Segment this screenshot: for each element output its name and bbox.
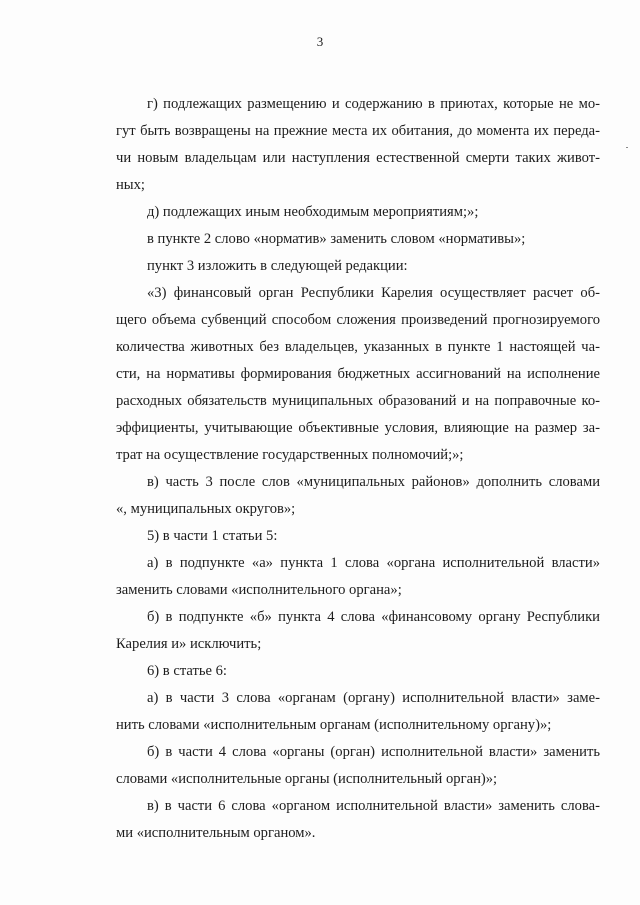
text-line: щего объема субвенций способом сложения произведений прогнозируемого (116, 312, 600, 328)
text-line: в) часть 3 после слов «муниципальных районов» дополнить словами (147, 474, 600, 490)
text-line: б) в части 4 слова «органы (орган) исполнительной власти» заменить (147, 744, 600, 760)
text-line: словами «исполнительные органы (исполнительный орган)»; (116, 771, 498, 787)
text-line: в пункте 2 слово «норматив» заменить словом «нормативы»; (147, 231, 526, 247)
page-number: 3 (316, 34, 324, 49)
text-line: а) в части 3 слова «органам (органу) исполнительной власти» заме- (147, 690, 600, 706)
text-line: ми «исполнительным органом». (116, 825, 316, 841)
text-line: гут быть возвращены на прежние места их обитания, до момента их переда- (116, 123, 600, 139)
text-line: в) в части 6 слова «органом исполнительной власти» заменить слова- (147, 798, 600, 814)
document-body (116, 91, 600, 847)
text-line: расходных обязательств муниципальных образований и на поправочные ко- (116, 393, 600, 409)
text-line: количества животных без владельцев, указанных в пункте 1 настоящей ча- (116, 339, 600, 355)
scan-mark (626, 147, 628, 148)
text-line: 5) в части 1 статьи 5: (147, 528, 278, 544)
text-line: ных; (116, 177, 145, 193)
text-line: заменить словами «исполнительного органа»; (116, 582, 402, 598)
text-line: «3) финансовый орган Республики Карелия осуществляет расчет об- (147, 285, 600, 301)
text-line: «, муниципальных округов»; (116, 501, 296, 517)
text-line: пункт 3 изложить в следующей редакции: (147, 258, 408, 274)
text-line: г) подлежащих размещению и содержанию в приютах, которые не мо- (147, 96, 600, 112)
text-line: д) подлежащих иным необходимым мероприятиям;»; (147, 204, 479, 220)
text-line: трат на осуществление государственных полномочий;»; (116, 447, 464, 463)
text-line: сти, на нормативы формирования бюджетных ассигнований на исполнение (116, 366, 600, 382)
text-line: нить словами «исполнительным органам (исполнительному органу)»; (116, 717, 552, 733)
text-line: чи новым владельцам или наступления естественной смерти таких живот- (116, 150, 600, 166)
text-line: Карелия и» исключить; (116, 636, 262, 652)
text-line: а) в подпункте «а» пункта 1 слова «органа исполнительной власти» (147, 555, 600, 571)
text-line: эффициенты, учитывающие объективные условия, влияющие на размер за- (116, 420, 600, 436)
text-line: б) в подпункте «б» пункта 4 слова «финансовому органу Республики (147, 609, 600, 625)
text-line: 6) в статье 6: (147, 663, 227, 679)
